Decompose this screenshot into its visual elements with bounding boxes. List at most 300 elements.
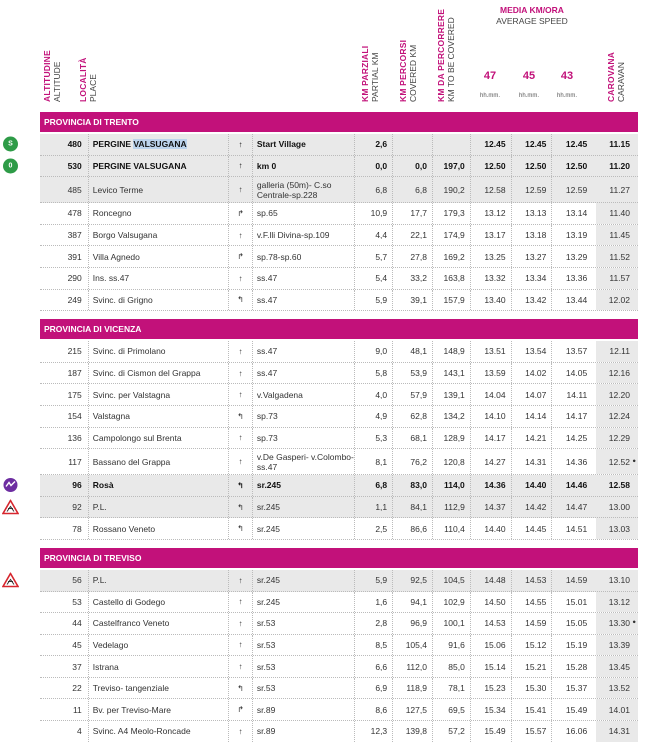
caravan-cell: 12.11	[596, 341, 638, 362]
partial-km-cell: 0,0	[354, 156, 392, 177]
time-45-cell: 14.14	[511, 406, 552, 427]
time-43-cell: 14.59	[551, 570, 592, 591]
time-45-cell: 14.31	[511, 449, 552, 474]
altitude-cell: 45	[72, 639, 82, 650]
section-gap	[40, 540, 638, 548]
direction-arrow-icon: ↑	[228, 635, 252, 656]
caravan-cell: 12.29	[596, 428, 638, 449]
time-43-cell: 13.44	[551, 290, 592, 311]
covered-km-cell	[392, 134, 432, 155]
remaining-km-cell: 120,8	[432, 449, 470, 474]
caravan-cell: 13.45	[596, 656, 638, 677]
covered-km-cell: 127,5	[392, 699, 432, 720]
time-45-cell: 14.40	[511, 475, 552, 496]
time-47-cell: 15.14	[470, 656, 511, 677]
direction-arrow-icon: ↑	[228, 721, 252, 742]
partial-km-cell: 5,4	[354, 268, 392, 289]
time-47-cell: 14.36	[470, 475, 511, 496]
time-43-cell: 14.46	[551, 475, 592, 496]
place-cell	[88, 156, 228, 177]
time-47-cell: 14.40	[470, 518, 511, 539]
place-name: P.L.	[92, 575, 107, 586]
place-cell	[88, 570, 228, 591]
place-name: Valstagna	[92, 411, 130, 422]
time-45-cell: 13.42	[511, 290, 552, 311]
road-cell: Start Village	[252, 134, 354, 155]
road-cell: ss.47	[252, 341, 354, 362]
place-name: Vedelago	[92, 639, 129, 650]
remaining-km-cell: 114,0	[432, 475, 470, 496]
covered-km-cell: 33,2	[392, 268, 432, 289]
altitude-cell: 136	[67, 432, 82, 443]
speed-unit: hh.mm.	[556, 93, 577, 99]
table-row	[40, 341, 638, 363]
altitude-cell: 154	[67, 411, 82, 422]
place-cell	[88, 678, 228, 699]
table-row	[8, 134, 638, 156]
time-47-cell: 12.45	[470, 134, 511, 155]
time-45-cell: 14.02	[511, 363, 552, 384]
remaining-km-cell: 128,9	[432, 428, 470, 449]
sprint-icon	[2, 478, 19, 493]
direction-arrow-icon: ↑	[228, 225, 252, 246]
time-47-cell: 14.48	[470, 570, 511, 591]
time-43-cell: 13.29	[551, 246, 592, 267]
caravan-cell: 12.58	[596, 475, 638, 496]
time-47-cell: 15.49	[470, 721, 511, 742]
province-header: PROVINCIA DI TREVISO	[40, 548, 638, 568]
altitude-cell: 92	[72, 502, 82, 513]
table-row	[40, 656, 638, 678]
table-row	[40, 570, 638, 592]
time-47-cell: 15.06	[470, 635, 511, 656]
partial-km-cell: 6,8	[354, 475, 392, 496]
partial-km-cell: 1,1	[354, 497, 392, 518]
place-cell	[88, 363, 228, 384]
direction-arrow-icon: ↑	[228, 268, 252, 289]
time-47-cell: 15.34	[470, 699, 511, 720]
direction-arrow-icon: ↑	[228, 656, 252, 677]
place-name: Borgo Valsugana	[92, 230, 158, 241]
time-43-cell: 15.37	[551, 678, 592, 699]
selected-text: VALSUGANA	[133, 139, 187, 150]
place-cell	[88, 384, 228, 405]
table-row	[40, 592, 638, 614]
time-43-cell: 12.50	[551, 156, 592, 177]
altitude-cell: 391	[67, 251, 82, 262]
table-row	[40, 290, 638, 312]
time-45-cell: 15.30	[511, 678, 552, 699]
place-cell	[88, 290, 228, 311]
province-header: PROVINCIA DI TRENTO	[40, 112, 638, 132]
table-row	[40, 225, 638, 247]
partial-km-cell: 12,3	[354, 721, 392, 742]
direction-arrow-icon: ↑	[228, 156, 252, 177]
place-name: P.L.	[92, 502, 107, 513]
altitude-cell: 37	[72, 661, 82, 672]
partial-km-cell: 5,7	[354, 246, 392, 267]
place-cell	[88, 635, 228, 656]
direction-arrow-icon: ↱	[228, 246, 252, 267]
covered-km-cell: 105,4	[392, 635, 432, 656]
road-cell: sr.245	[252, 570, 354, 591]
altitude-cell: 478	[67, 208, 82, 219]
remaining-km-cell: 91,6	[432, 635, 470, 656]
caravan-cell: 13.12	[596, 592, 638, 613]
place-name: Rossano Veneto	[92, 523, 156, 534]
caravan-cell: 12.24	[596, 406, 638, 427]
time-45-cell: 14.21	[511, 428, 552, 449]
remaining-km-cell: 169,2	[432, 246, 470, 267]
time-43-cell: 15.01	[551, 592, 592, 613]
covered-km-cell: 62,8	[392, 406, 432, 427]
start-icon-badge: S	[3, 137, 18, 152]
time-43-cell: 12.59	[551, 177, 592, 202]
time-43-cell: 16.06	[551, 721, 592, 742]
table-row	[8, 156, 638, 178]
partial-km-cell: 10,9	[354, 203, 392, 224]
time-47-cell: 13.17	[470, 225, 511, 246]
speed-43: 43	[560, 70, 574, 82]
remaining-km-cell: 143,1	[432, 363, 470, 384]
province-header: PROVINCIA DI VICENZA	[40, 319, 638, 339]
time-45-cell: 14.55	[511, 592, 552, 613]
time-45-cell: 13.18	[511, 225, 552, 246]
place-name: Istrana	[92, 661, 119, 672]
time-47-cell: 14.10	[470, 406, 511, 427]
time-43-cell: 13.57	[551, 341, 592, 362]
place-name: Ins. ss.47	[92, 273, 130, 284]
partial-km-cell: 5,3	[354, 428, 392, 449]
caravan-cell: 11.40	[596, 203, 638, 224]
time-45-cell: 15.41	[511, 699, 552, 720]
partial-km-cell: 8,6	[354, 699, 392, 720]
place-cell	[88, 268, 228, 289]
caravan-cell: 13.03	[596, 518, 638, 539]
remaining-km-cell: 139,1	[432, 384, 470, 405]
partial-km-cell: 4,9	[354, 406, 392, 427]
place-cell	[88, 134, 228, 155]
caravan-cell: 13.10	[596, 570, 638, 591]
caravan-cell: 11.27	[596, 177, 638, 202]
partial-km-cell: 8,1	[354, 449, 392, 474]
place-name: Bassano del Grappa	[92, 456, 171, 467]
time-43-cell: 14.05	[551, 363, 592, 384]
partial-km-cell: 2,8	[354, 613, 392, 634]
direction-arrow-icon: ↑	[228, 592, 252, 613]
road-cell: sr.89	[252, 721, 354, 742]
time-45-cell: 12.50	[511, 156, 552, 177]
table-row	[40, 721, 638, 742]
place-cell	[88, 656, 228, 677]
covered-km-cell: 112,0	[392, 656, 432, 677]
altitude-cell: 249	[67, 294, 82, 305]
caravan-cell: 12.16	[596, 363, 638, 384]
covered-km-cell: 27,8	[392, 246, 432, 267]
start-icon	[2, 137, 19, 152]
remaining-km-cell: 69,5	[432, 699, 470, 720]
place-name: Castello di Godego	[92, 596, 166, 607]
road-cell: sr.245	[252, 497, 354, 518]
direction-arrow-icon: ↑	[228, 363, 252, 384]
partial-km-cell: 2,6	[354, 134, 392, 155]
caravan-cell: 11.20	[596, 156, 638, 177]
road-cell: ss.47	[252, 268, 354, 289]
time-47-cell: 14.53	[470, 613, 511, 634]
table-row	[40, 497, 638, 519]
table-row	[40, 518, 638, 540]
road-cell: galleria (50m)- C.so Centrale-sp.228	[252, 177, 354, 202]
road-cell: sr.53	[252, 613, 354, 634]
remaining-km-cell: 78,1	[432, 678, 470, 699]
time-45-cell: 14.59	[511, 613, 552, 634]
remaining-km-cell: 57,2	[432, 721, 470, 742]
place-cell	[88, 203, 228, 224]
road-cell: sp.78-sp.60	[252, 246, 354, 267]
speed-unit: hh.mm.	[479, 93, 500, 99]
direction-arrow-icon: ↑	[228, 428, 252, 449]
table-row	[40, 699, 638, 721]
time-43-cell: 15.19	[551, 635, 592, 656]
altitude-cell: 175	[67, 389, 82, 400]
place-name: Bv. per Treviso-Mare	[92, 704, 172, 715]
remaining-km-cell: 110,4	[432, 518, 470, 539]
partial-km-cell: 6,9	[354, 678, 392, 699]
time-43-cell: 14.11	[551, 384, 592, 405]
table-row	[40, 406, 638, 428]
place-name: PERGINE VALSUGANA	[92, 139, 187, 150]
table-row	[40, 428, 638, 450]
km0-icon-badge: 0	[3, 158, 18, 173]
time-45-cell: 13.34	[511, 268, 552, 289]
partial-km-cell: 9,0	[354, 341, 392, 362]
table-row	[40, 449, 638, 475]
time-43-cell: 15.49	[551, 699, 592, 720]
direction-arrow-icon: ↑	[228, 384, 252, 405]
time-45-cell: 14.42	[511, 497, 552, 518]
table-row	[40, 246, 638, 268]
remaining-km-cell: 112,9	[432, 497, 470, 518]
time-47-cell: 14.04	[470, 384, 511, 405]
caravan-cell: 11.52	[596, 246, 638, 267]
caravan-cell: 12.52	[596, 449, 638, 474]
table-row	[40, 268, 638, 290]
time-47-cell: 13.59	[470, 363, 511, 384]
route-table	[8, 112, 638, 742]
time-43-cell: 14.51	[551, 518, 592, 539]
table-row	[40, 384, 638, 406]
covered-km-cell: 6,8	[392, 177, 432, 202]
time-47-cell: 14.50	[470, 592, 511, 613]
place-cell	[88, 246, 228, 267]
covered-km-cell: 84,1	[392, 497, 432, 518]
partial-km-cell: 6,6	[354, 656, 392, 677]
partial-km-cell: 1,6	[354, 592, 392, 613]
time-43-cell: 12.45	[551, 134, 592, 155]
place-cell	[88, 475, 228, 496]
caravan-cell: 13.00	[596, 497, 638, 518]
place-name: Campolongo sul Brenta	[92, 432, 182, 443]
time-47-cell: 13.40	[470, 290, 511, 311]
altitude-cell: 78	[72, 523, 82, 534]
caravan-cell: 14.31	[596, 721, 638, 742]
time-45-cell: 15.21	[511, 656, 552, 677]
time-47-cell: 14.27	[470, 449, 511, 474]
direction-arrow-icon: ↰	[228, 406, 252, 427]
altitude-cell: 22	[72, 683, 82, 694]
place-name: Villa Agnedo	[92, 251, 140, 262]
place-name: Rosà	[92, 480, 114, 491]
time-47-cell: 15.23	[470, 678, 511, 699]
time-45-cell: 12.45	[511, 134, 552, 155]
direction-arrow-icon: ↱	[228, 203, 252, 224]
partial-km-cell: 6,8	[354, 177, 392, 202]
speed-unit: hh.mm.	[518, 93, 539, 99]
partial-km-cell: 4,4	[354, 225, 392, 246]
time-47-cell: 13.32	[470, 268, 511, 289]
time-47-cell: 13.51	[470, 341, 511, 362]
header-partial-km: KM PARZIALI PARTIAL KM	[360, 45, 380, 102]
time-45-cell: 14.45	[511, 518, 552, 539]
place-cell	[88, 177, 228, 202]
covered-km-cell: 68,1	[392, 428, 432, 449]
time-47-cell: 12.50	[470, 156, 511, 177]
road-cell: sr.53	[252, 678, 354, 699]
feed-zone-dot: ●	[632, 620, 636, 627]
remaining-km-cell: 179,3	[432, 203, 470, 224]
time-43-cell: 14.36	[551, 449, 592, 474]
table-header	[0, 0, 666, 112]
caravan-cell: 11.57	[596, 268, 638, 289]
place-name: PERGINE VALSUGANA	[92, 160, 187, 171]
covered-km-cell: 118,9	[392, 678, 432, 699]
place-cell	[88, 613, 228, 634]
table-row	[40, 203, 638, 225]
road-cell: v.De Gasperi- v.Colombo-ss.47	[252, 449, 354, 474]
time-43-cell: 14.17	[551, 406, 592, 427]
direction-arrow-icon: ↑	[228, 613, 252, 634]
caravan-cell: 13.39	[596, 635, 638, 656]
partial-km-cell: 5,9	[354, 290, 392, 311]
place-cell	[88, 518, 228, 539]
header-average-speed: MEDIA KM/ORA	[500, 5, 564, 15]
time-45-cell: 13.54	[511, 341, 552, 362]
remaining-km-cell: 148,9	[432, 341, 470, 362]
place-cell	[88, 721, 228, 742]
direction-arrow-icon: ↰	[228, 518, 252, 539]
table-row	[40, 475, 638, 497]
header-caravan: CAROVANA CARAVAN	[606, 51, 626, 102]
covered-km-cell: 83,0	[392, 475, 432, 496]
remaining-km-cell: 163,8	[432, 268, 470, 289]
place-name: Svinc. di Grigno	[92, 294, 153, 305]
table-row	[40, 613, 638, 635]
place-name: Levico Terme	[92, 184, 144, 195]
place-name: Svinc. A4 Meolo-Roncade	[92, 726, 191, 737]
time-45-cell: 14.07	[511, 384, 552, 405]
place-name: Svinc. di Cismon del Grappa	[92, 368, 201, 379]
time-43-cell: 15.05	[551, 613, 592, 634]
altitude-cell: 96	[72, 480, 82, 491]
remaining-km-cell: 102,9	[432, 592, 470, 613]
time-45-cell: 15.57	[511, 721, 552, 742]
road-cell: sp.65	[252, 203, 354, 224]
direction-arrow-icon: ↰	[228, 678, 252, 699]
altitude-cell: 387	[67, 230, 82, 241]
altitude-cell: 117	[68, 456, 82, 467]
place-cell	[88, 449, 228, 474]
remaining-km-cell: 174,9	[432, 225, 470, 246]
altitude-cell: 187	[67, 368, 82, 379]
partial-km-cell: 8,5	[354, 635, 392, 656]
altitude-cell: 215	[67, 346, 82, 357]
altitude-cell: 480	[67, 139, 82, 150]
road-cell: km 0	[252, 156, 354, 177]
altitude-cell: 53	[72, 596, 82, 607]
header-place: LOCALITÀ PLACE	[78, 57, 98, 102]
partial-km-cell: 4,0	[354, 384, 392, 405]
covered-km-cell: 0,0	[392, 156, 432, 177]
table-row	[40, 635, 638, 657]
place-name: Svinc. per Valstagna	[92, 389, 171, 400]
altitude-cell: 4	[77, 726, 82, 737]
altitude-cell: 56	[72, 575, 82, 586]
speed-45: 45	[522, 70, 536, 82]
altitude-cell: 11	[72, 704, 82, 715]
caravan-cell: 13.52	[596, 678, 638, 699]
direction-arrow-icon: ↑	[228, 449, 252, 474]
time-47-cell: 13.12	[470, 203, 511, 224]
road-cell: v.Valgadena	[252, 384, 354, 405]
road-cell: sp.73	[252, 406, 354, 427]
place-cell	[88, 699, 228, 720]
speed-47: 47	[483, 70, 497, 82]
km0-icon	[2, 158, 19, 173]
road-cell: sr.245	[252, 592, 354, 613]
caravan-cell: 14.01	[596, 699, 638, 720]
covered-km-cell: 92,5	[392, 570, 432, 591]
road-cell: sr.53	[252, 656, 354, 677]
time-45-cell: 12.59	[511, 177, 552, 202]
time-43-cell: 13.19	[551, 225, 592, 246]
table-row	[40, 363, 638, 385]
covered-km-cell: 17,7	[392, 203, 432, 224]
remaining-km-cell: 104,5	[432, 570, 470, 591]
remaining-km-cell: 197,0	[432, 156, 470, 177]
caravan-cell: 12.20	[596, 384, 638, 405]
remaining-km-cell: 100,1	[432, 613, 470, 634]
header-remaining-km: KM DA PERCORRERE KM TO BE COVERED	[436, 8, 456, 102]
place-cell	[88, 341, 228, 362]
direction-arrow-icon: ↑	[228, 134, 252, 155]
road-cell: sr.89	[252, 699, 354, 720]
time-45-cell: 13.13	[511, 203, 552, 224]
covered-km-cell: 96,9	[392, 613, 432, 634]
altitude-cell: 290	[67, 273, 82, 284]
covered-km-cell: 94,1	[392, 592, 432, 613]
time-47-cell: 14.37	[470, 497, 511, 518]
time-45-cell: 13.27	[511, 246, 552, 267]
time-43-cell: 13.36	[551, 268, 592, 289]
covered-km-cell: 139,8	[392, 721, 432, 742]
place-name: Castelfranco Veneto	[92, 618, 170, 629]
covered-km-cell: 86,6	[392, 518, 432, 539]
remaining-km-cell	[432, 134, 470, 155]
direction-arrow-icon: ↰	[228, 497, 252, 518]
header-covered-km: KM PERCORSI COVERED KM	[398, 39, 418, 102]
remaining-km-cell: 157,9	[432, 290, 470, 311]
header-average-speed-en: AVERAGE SPEED	[496, 16, 568, 26]
